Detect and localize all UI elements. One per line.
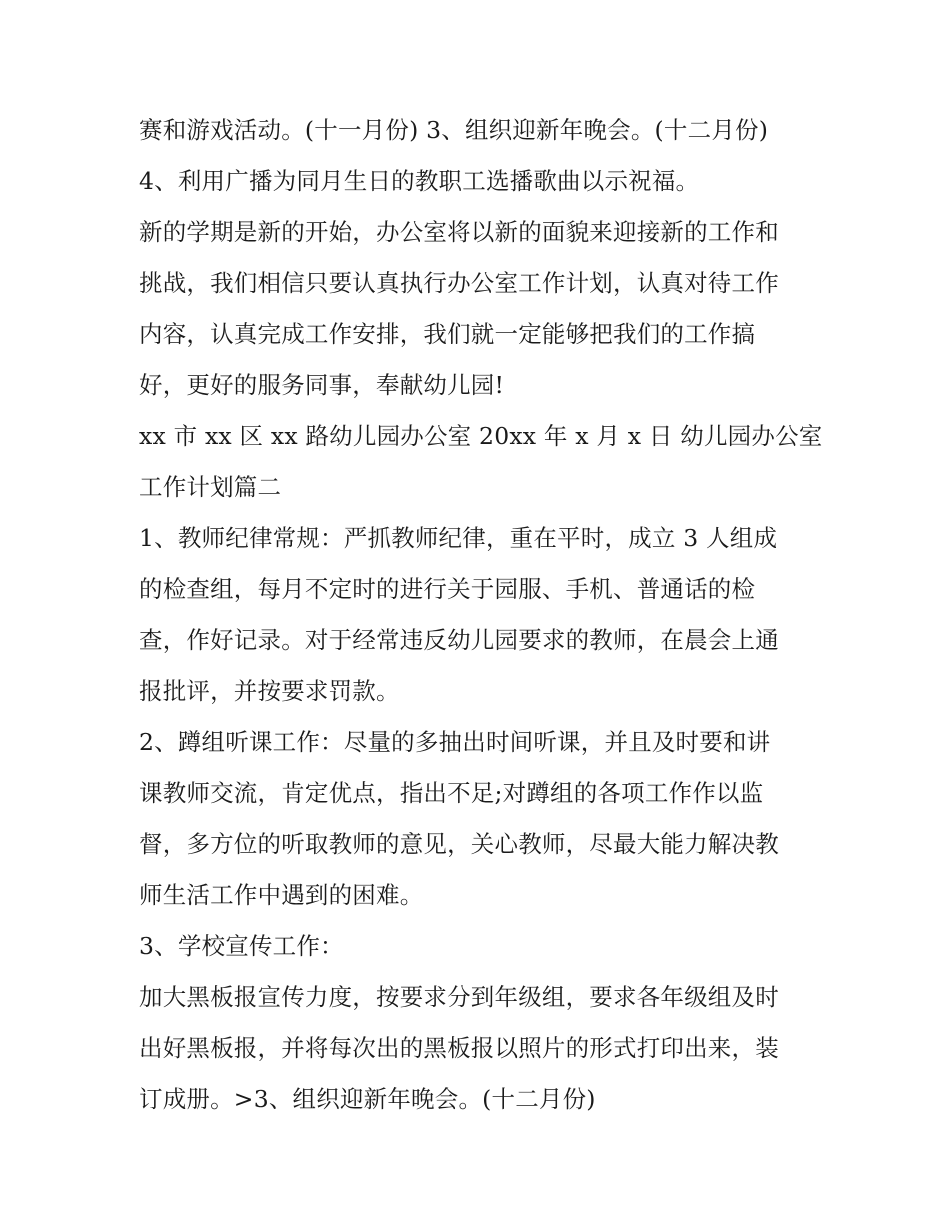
text-line: 内容，认真完成工作安排，我们就一定能够把我们的工作搞	[139, 320, 756, 348]
section-heading: 工作计划篇二	[139, 473, 282, 501]
text-line: 查，作好记录。对于经常违反幼儿园要求的教师，在晨会上通	[139, 626, 779, 654]
text-line: 报批评，并按要求罚款。	[139, 677, 400, 705]
text-line: 4、利用广播为同月生日的教职工选播歌曲以示祝福。	[139, 167, 700, 195]
text-line: 新的学期是新的开始，办公室将以新的面貌来迎接新的工作和	[139, 218, 779, 246]
text-line: 加大黑板报宣传力度，按要求分到年级组，要求各年级组及时	[139, 983, 779, 1011]
text-line: xx 市 xx 区 xx 路幼儿园办公室 20xx 年 x 月 x 日 幼儿园办公室	[139, 422, 823, 450]
text-line: 师生活工作中遇到的困难。	[139, 881, 424, 909]
text-line: 赛和游戏活动。(十一月份) 3、组织迎新年晚会。(十二月份)	[139, 116, 769, 144]
text-line: 好，更好的服务同事，奉献幼儿园!	[139, 371, 505, 399]
text-line: 3、学校宣传工作：	[139, 932, 344, 960]
text-line: 1、教师纪律常规：严抓教师纪律，重在平时，成立 3 人组成	[139, 524, 778, 552]
text-line: 督，多方位的听取教师的意见，关心教师，尽最大能力解决教	[139, 830, 779, 858]
text-line: 出好黑板报，并将每次出的黑板报以照片的形式打印出来，装	[139, 1034, 779, 1062]
text-line: 2、蹲组听课工作：尽量的多抽出时间听课，并且及时要和讲	[139, 728, 771, 756]
text-line: 的检查组，每月不定时的进行关于园服、手机、普通话的检	[139, 575, 756, 603]
document-body	[139, 109, 823, 1129]
text-line: 课教师交流，肯定优点，指出不足;对蹲组的各项工作作以监	[139, 779, 764, 807]
text-line: 订成册。>3、组织迎新年晚会。(十二月份)	[139, 1085, 596, 1113]
text-line: 挑战，我们相信只要认真执行办公室工作计划，认真对待工作	[139, 269, 779, 297]
